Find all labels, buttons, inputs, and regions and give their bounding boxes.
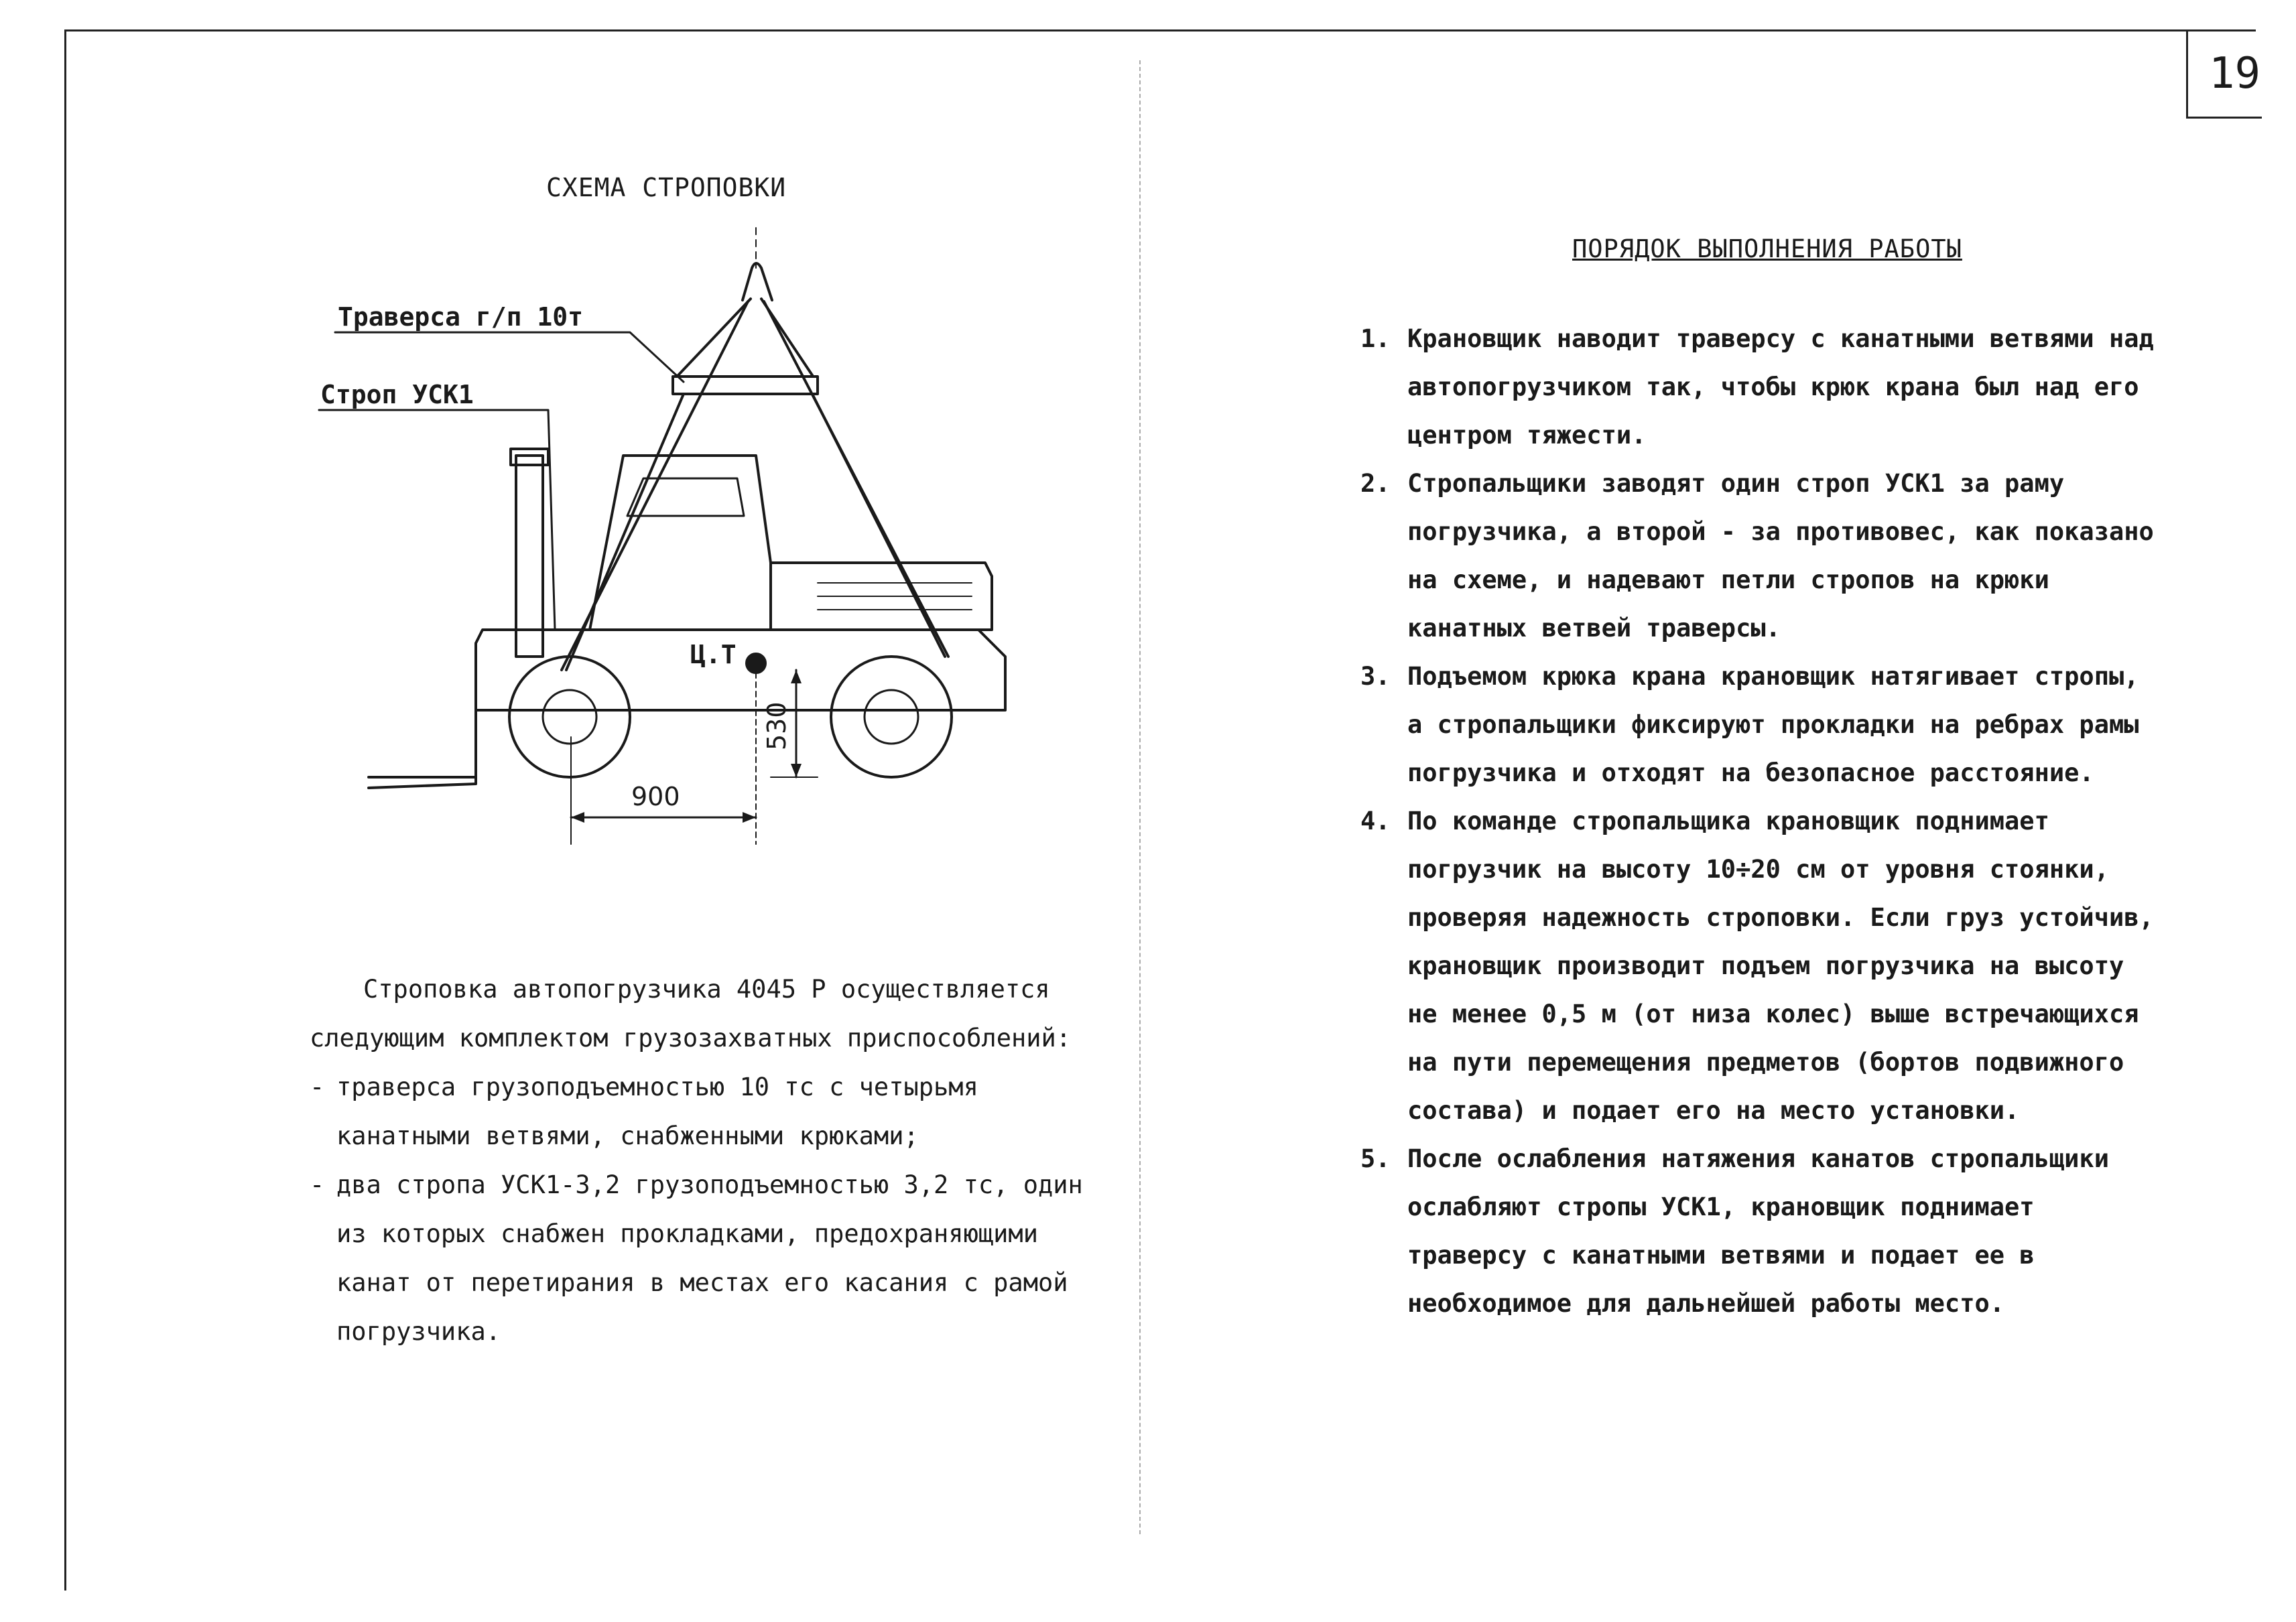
mast bbox=[516, 456, 543, 657]
chassis bbox=[476, 630, 1005, 710]
front-wheel bbox=[509, 657, 630, 777]
label-dim-530: 530 bbox=[762, 701, 791, 750]
traverse-beam bbox=[673, 377, 818, 394]
label-dim-900: 900 bbox=[631, 782, 680, 811]
list-item: - траверса грузоподъемностью 10 тс с четырьмя канатными ветвями, снабженными крюками; bbox=[310, 1073, 978, 1150]
crane-hook-icon bbox=[743, 263, 772, 300]
slinging-diagram bbox=[308, 201, 1045, 871]
branch-apex-left bbox=[562, 301, 748, 670]
step-4: 4. По команде стропальщика крановщик поднимает погрузчик на высоту 10÷20 см от уровня стоянки, проверяя надежность строповки. Если груз устойчив, крановщик производит подъем погрузчика на высоту не менее 0,5 м (от низа колес) выше встречающихся на пути перемещения предметов (бортов подвижного состава) и подает его на место установки. bbox=[1360, 807, 2154, 1125]
strop-leader bbox=[319, 410, 555, 630]
left-text-block bbox=[310, 965, 1087, 1356]
page-gutter bbox=[1139, 60, 1141, 1534]
label-cog: Ц.Т bbox=[690, 640, 737, 669]
procedure-title: ПОРЯДОК ВЫПОЛНЕНИЯ РАБОТЫ bbox=[1572, 234, 1962, 263]
cab bbox=[590, 456, 771, 630]
list-item: - два стропа УСК1-3,2 грузоподъемностью 3,2 тс, один из которых снабжен прокладками, предохраняющими канат от перетирания в местах его касания с рамой погрузчика. bbox=[310, 1170, 1083, 1346]
branch-apex-right bbox=[764, 301, 948, 657]
frame-left-border bbox=[64, 29, 66, 1591]
branch-left-upper bbox=[678, 299, 751, 375]
label-traverse: Траверса г/п 10т bbox=[338, 302, 584, 332]
step-5: 5. После ослабления натяжения канатов стропальщики ослабляют стропы УСК1, крановщик поднимает траверсу с канатными ветвями и подает ее в необходимое для дальнейшей работы место. bbox=[1360, 1144, 2109, 1318]
frame-top-border bbox=[64, 29, 2256, 31]
intro-paragraph: Строповка автопогрузчика 4045 Р осуществляется следующим комплектом грузозахватных приспособлений: bbox=[310, 975, 1072, 1053]
fork-blade bbox=[369, 777, 476, 788]
step-3: 3. Подъемом крюка крана крановщик натягивает стропы, а стропальщики фиксируют прокладки на ребрах рамы погрузчика и отходят на безопасное расстояние. bbox=[1360, 662, 2139, 787]
page-number: 19 bbox=[2209, 49, 2261, 98]
step-2: 2. Стропальщики заводят один строп УСК1 за раму погрузчика, а второй - за противовес, как показано на схеме, и надевают петли стропов на крюки канатных ветвей траверсы. bbox=[1360, 469, 2154, 643]
traverse-leader bbox=[335, 332, 684, 382]
diagram-title: СХЕМА СТРОПОВКИ bbox=[546, 173, 787, 202]
step-1: 1. Крановщик наводит траверсу с канатными ветвями над автопогрузчиком так, чтобы крюк крана был над его центром тяжести. bbox=[1360, 324, 2154, 450]
cog-marker bbox=[747, 654, 765, 673]
equipment-list bbox=[310, 1063, 1087, 1356]
procedure-steps bbox=[1360, 315, 2165, 1328]
label-strop: Строп УСК1 bbox=[320, 380, 474, 409]
rear-wheel bbox=[831, 657, 952, 777]
